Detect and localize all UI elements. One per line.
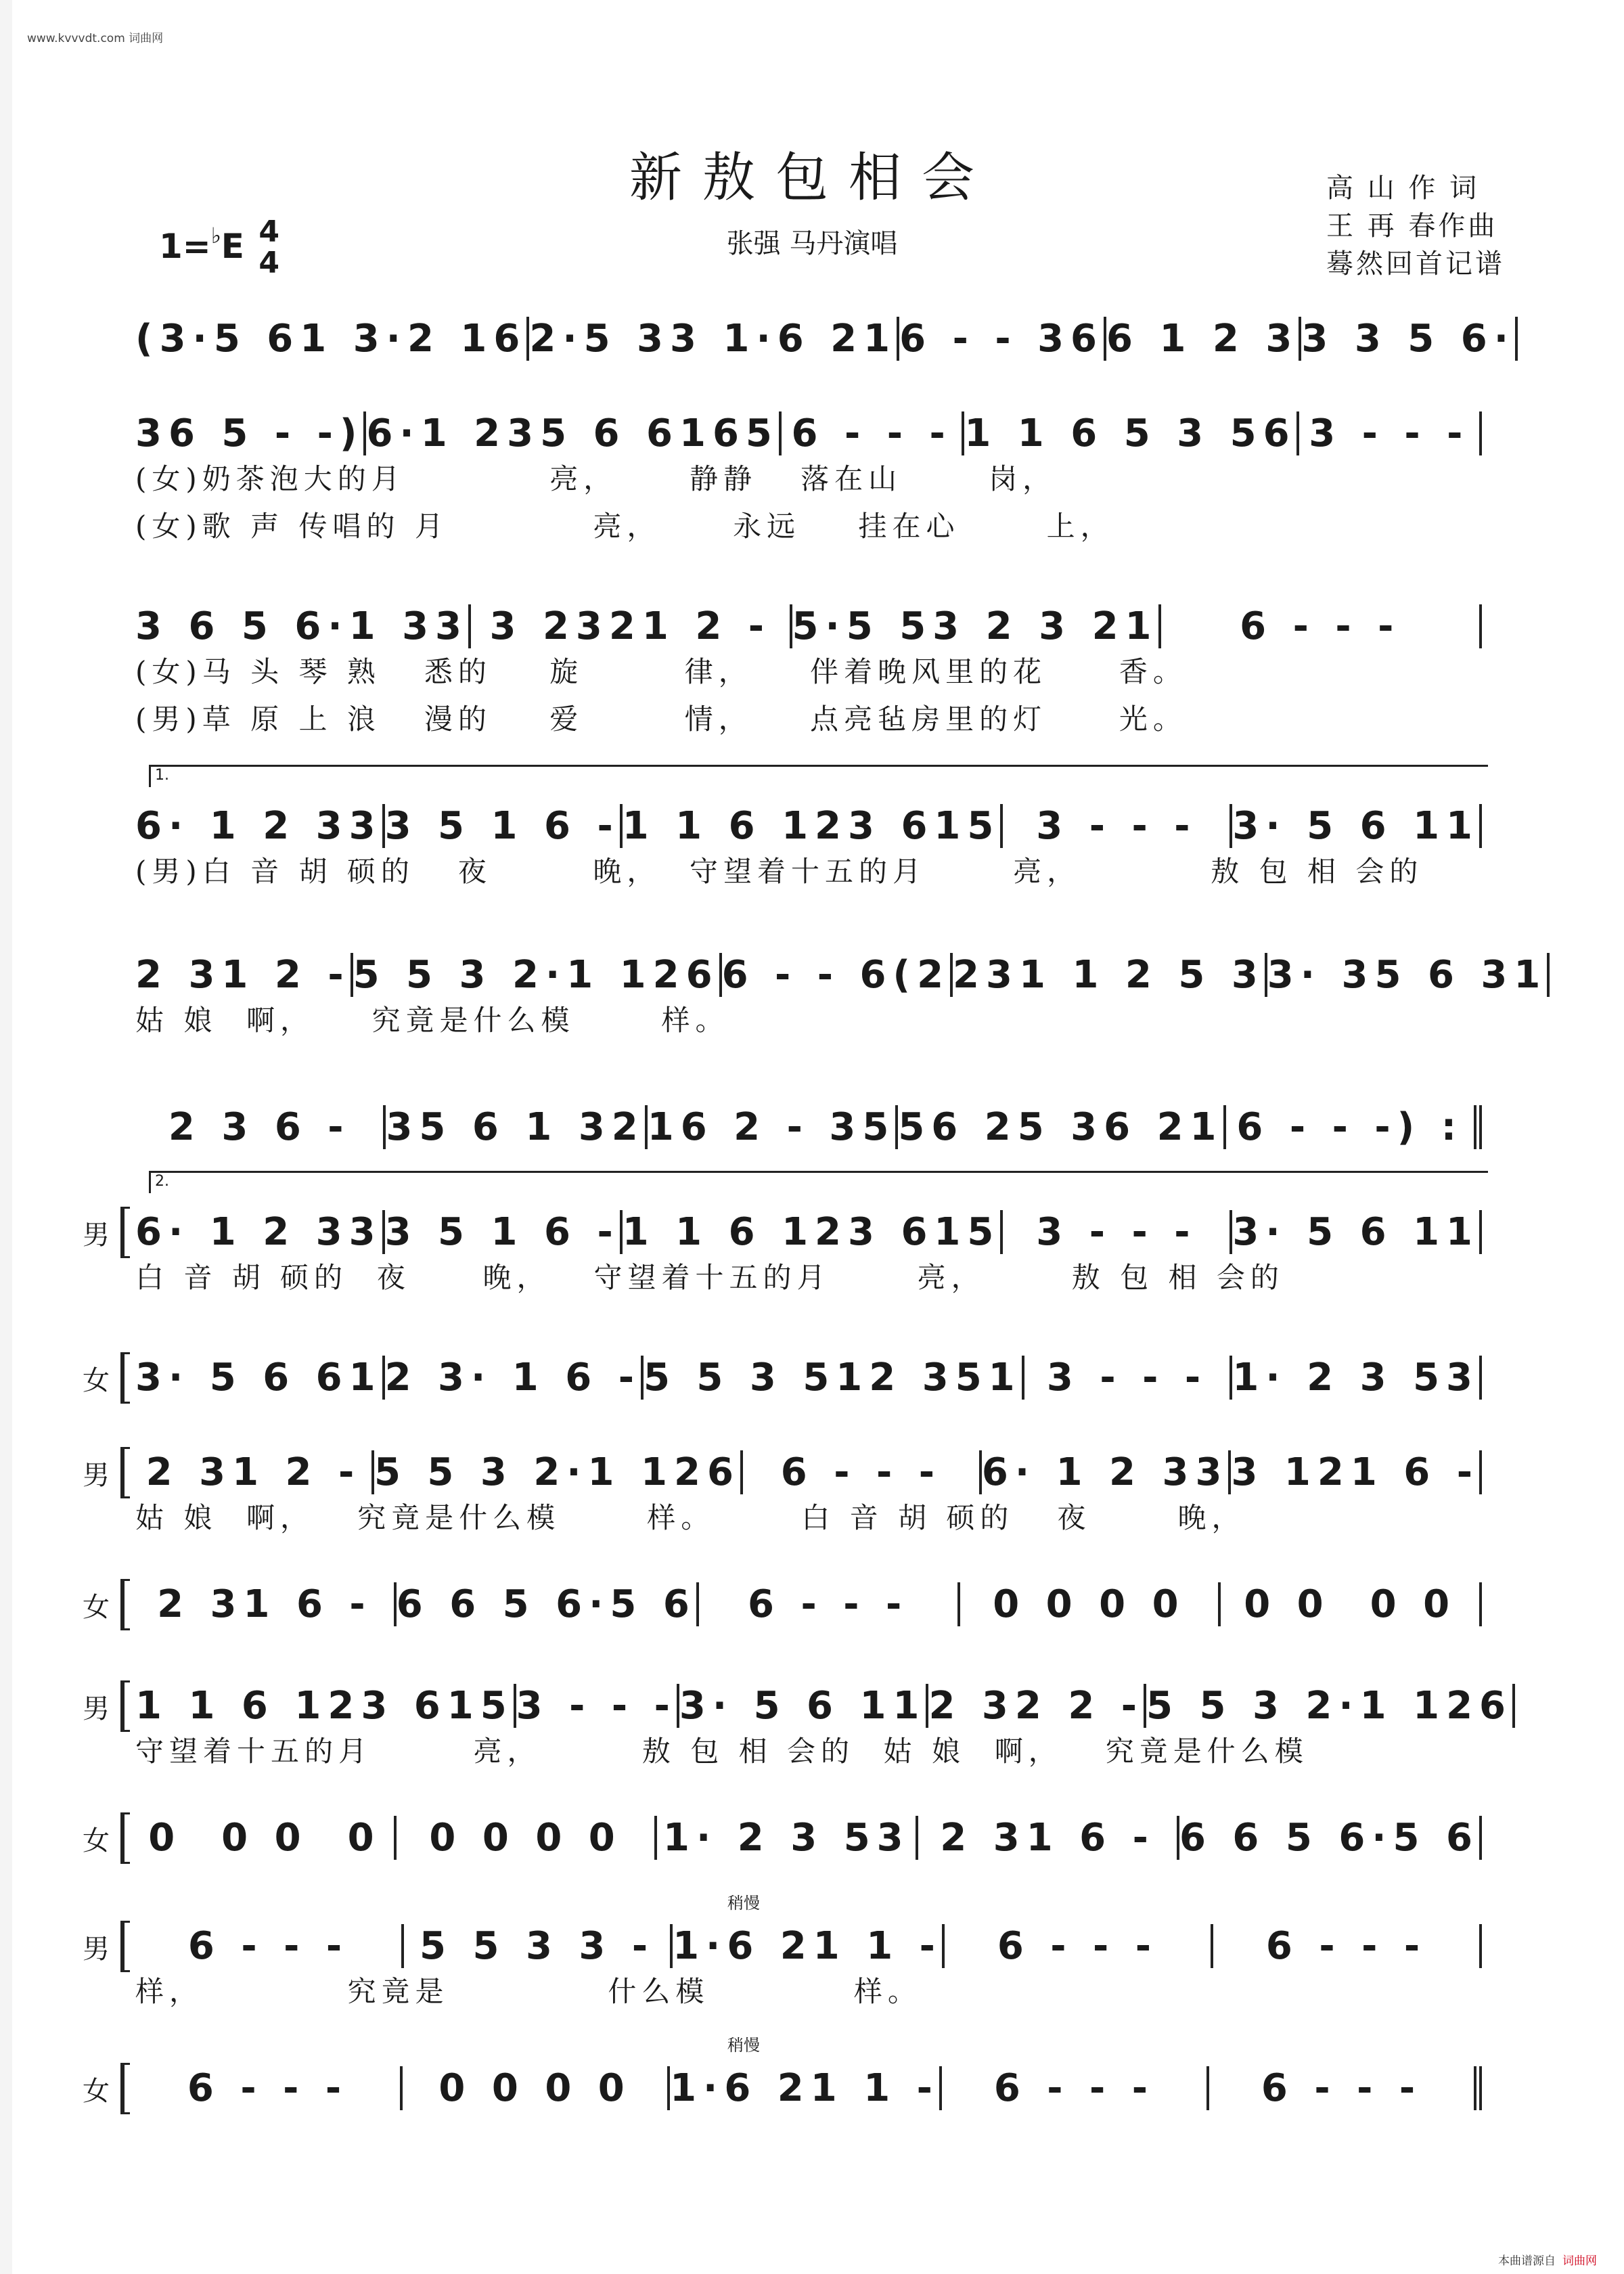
measure: 1 1 6 5 3 56 bbox=[962, 411, 1296, 455]
measure: 2 3· 1 6 - bbox=[382, 1356, 641, 1400]
measure: 6·1 235 6 6165 bbox=[363, 411, 778, 455]
measure: 3 5 1 6 - bbox=[382, 804, 620, 848]
measure: 6 - - - bbox=[187, 2066, 348, 2110]
measure: 6 - - - bbox=[942, 1924, 1211, 1968]
flat-sign: ♭ bbox=[210, 223, 221, 248]
measure: 3· 5 6 11 bbox=[1230, 804, 1482, 848]
measure: 6 - - 6(2 bbox=[719, 953, 950, 997]
measure: 2·5 33 1·6 21 bbox=[526, 317, 897, 361]
measure: 6 - - - bbox=[696, 1582, 957, 1626]
notes-line bbox=[135, 596, 1482, 656]
notes-line bbox=[135, 2057, 1482, 2118]
lyric-line: 姑 娘 啊， 究竟是什么模 样。 bbox=[135, 1004, 729, 1037]
system-brace bbox=[120, 1680, 130, 1732]
measure: 1 1 6 123 615 bbox=[135, 1683, 514, 1728]
measure: 0 0 0 0 bbox=[394, 1816, 655, 1860]
part-label: 女 bbox=[83, 1592, 110, 1623]
measure: 6 - - 36 bbox=[897, 317, 1104, 361]
notes-line bbox=[135, 403, 1482, 464]
part-label: 男 bbox=[83, 1460, 110, 1491]
left-side-strip bbox=[0, 0, 12, 2274]
notes-line bbox=[135, 1574, 1482, 1634]
notes-line bbox=[135, 1915, 1482, 1976]
measure: 3 - - - bbox=[1000, 1210, 1230, 1254]
measure: 5 5 3 2·1 126 bbox=[371, 1450, 740, 1494]
measure: 3 - - - bbox=[1296, 411, 1482, 455]
lyricist-credit: 高 山 作 词 bbox=[1326, 173, 1480, 204]
measure: 231 1 2 5 3 bbox=[950, 953, 1265, 997]
measure: 0 0 0 0 bbox=[148, 1815, 381, 1860]
part-label: 女 bbox=[83, 1825, 110, 1856]
part-label: 男 bbox=[83, 1220, 110, 1251]
measure: 6 - - -) : bbox=[1223, 1105, 1482, 1149]
measure: 1 1 6 123 615 bbox=[620, 804, 1001, 848]
system-brace bbox=[120, 1207, 130, 1258]
system-brace bbox=[120, 2063, 130, 2114]
lyric-line: (男)草 原 上 浪 漫的 爱 情， 点亮毡房里的灯 光。 bbox=[135, 703, 1187, 736]
tempo-marking: 稍慢 bbox=[727, 1894, 760, 1913]
notes-line bbox=[135, 1096, 1482, 1157]
measure: 2 31 6 - bbox=[916, 1816, 1177, 1860]
measure: 6 - - - bbox=[1158, 604, 1483, 648]
notes-line bbox=[135, 944, 1548, 1005]
measure: 56 25 36 21 bbox=[895, 1105, 1223, 1149]
lyric-line: 白 音 胡 硕的 夜 晚， 守望着十五的月 亮， 敖 包 相 会的 bbox=[135, 1261, 1284, 1294]
lyric-line: (女)歌 声 传唱的 月 亮， 永远 挂在心 上， bbox=[135, 510, 1114, 543]
measure: 5 5 3 2·1 126 bbox=[1144, 1684, 1515, 1728]
measure: 5 5 3 512 351 bbox=[641, 1356, 1022, 1400]
lyric-line: 样， 究竟是 什么模 样。 bbox=[135, 1975, 922, 2008]
credits-block bbox=[1326, 169, 1505, 283]
lyric-line: 姑 娘 啊， 究竟是什么模 样。 白 音 胡 硕的 夜 晚， bbox=[135, 1501, 1246, 1534]
measure: 0 0 0 0 bbox=[957, 1582, 1219, 1626]
measure: 3· 5 6 11 bbox=[1230, 1210, 1482, 1254]
measure: 35 6 1 32 bbox=[383, 1105, 644, 1149]
transcriber-credit: 蓦然回首记谱 bbox=[1326, 248, 1505, 280]
measure: 2 3 6 - bbox=[168, 1105, 351, 1149]
lyric-line: (女)奶茶泡大的月 亮， 静静 落在山 岗， bbox=[135, 462, 1057, 495]
measure: 3 5 1 6 - bbox=[382, 1210, 620, 1254]
song-title: 新敖包相会 bbox=[629, 148, 995, 208]
time-bottom: 4 bbox=[258, 246, 279, 280]
measure: 2 32 2 - bbox=[926, 1684, 1144, 1728]
measure: 1· 2 3 53 bbox=[654, 1816, 916, 1860]
notes-line bbox=[135, 308, 1515, 369]
measure: 6 6 5 6·5 6 bbox=[394, 1582, 696, 1626]
part-label: 男 bbox=[83, 1693, 110, 1724]
measure: 6 - - - bbox=[779, 411, 962, 455]
site-brand: 词曲网 bbox=[1562, 2254, 1597, 2268]
measure: 6 - - - bbox=[1206, 2066, 1482, 2110]
measure: (3·5 61 3·2 16 bbox=[135, 316, 527, 361]
site-watermark-top: www.kvvvdt.com 词曲网 bbox=[27, 32, 164, 45]
measure: 3 2321 2 - bbox=[468, 604, 790, 648]
measure: 6· 1 2 33 bbox=[135, 803, 382, 848]
source-text: 本曲谱源自 bbox=[1498, 2254, 1556, 2268]
measure: 3 - - - bbox=[514, 1684, 677, 1728]
notes-line bbox=[135, 1201, 1482, 1262]
measure: 1·6 21 1 - bbox=[670, 1924, 942, 1968]
measure: 6· 1 2 33 bbox=[135, 1209, 382, 1254]
measure: 3 6 5 6·1 33 bbox=[135, 604, 469, 648]
measure: 6· 1 2 33 bbox=[979, 1450, 1229, 1494]
notes-line bbox=[135, 1347, 1482, 1408]
part-label: 女 bbox=[83, 1365, 110, 1396]
system-brace bbox=[120, 1352, 130, 1404]
measure: 1·6 21 1 - bbox=[667, 2066, 939, 2110]
measure: 5 5 3 2·1 126 bbox=[351, 953, 719, 997]
key-letter: E bbox=[221, 227, 244, 266]
measure: 1· 2 3 53 bbox=[1230, 1356, 1482, 1400]
measure: 2 31 2 - bbox=[145, 1450, 361, 1494]
measure: 16 2 - 35 bbox=[645, 1105, 896, 1149]
lyric-line: 守望着十五的月 亮， 敖 包 相 会的 姑 娘 啊， 究竟是什么模 bbox=[135, 1735, 1309, 1768]
measure: 6 1 2 3 bbox=[1104, 317, 1299, 361]
measure: 3· 35 6 31 bbox=[1265, 953, 1550, 997]
measure: 3 - - - bbox=[1022, 1356, 1230, 1400]
measure: 3 3 5 6· bbox=[1299, 317, 1518, 361]
volta-bracket: 2. bbox=[149, 1171, 1488, 1193]
measure: 6 6 5 6·5 6 bbox=[1177, 1816, 1482, 1860]
lyric-line: (男)白 音 胡 硕的 夜 晚， 守望着十五的月 亮， 敖 包 相 会的 bbox=[135, 855, 1424, 888]
measure: 1 1 6 123 615 bbox=[620, 1210, 1001, 1254]
measure: 5·5 53 2 3 21 bbox=[790, 604, 1158, 648]
system-brace bbox=[120, 1579, 130, 1630]
tempo-marking: 稍慢 bbox=[727, 2036, 760, 2055]
notes-line bbox=[135, 1807, 1482, 1868]
composer-credit: 王 再 春作曲 bbox=[1326, 210, 1498, 242]
measure: 2 31 6 - bbox=[157, 1582, 372, 1626]
measure: 3· 5 6 61 bbox=[135, 1355, 382, 1400]
part-label: 女 bbox=[83, 2076, 110, 2107]
notes-line bbox=[135, 1675, 1513, 1736]
system-brace bbox=[120, 1921, 130, 1972]
measure: 5 5 3 3 - bbox=[401, 1924, 670, 1968]
measure: 0 0 0 0 bbox=[1218, 1582, 1482, 1626]
measure: 6 - - - bbox=[939, 2066, 1206, 2110]
lyric-line: (女)马 头 琴 熟 悉的 旋 律， 伴着晚风里的花 香。 bbox=[135, 655, 1187, 688]
site-watermark-bottom bbox=[1498, 2251, 1597, 2268]
time-top: 4 bbox=[258, 215, 279, 249]
system-brace bbox=[120, 1447, 130, 1498]
singers-line: 张强 马丹演唱 bbox=[726, 228, 898, 259]
measure: 2 31 2 - bbox=[135, 952, 351, 997]
notes-line bbox=[135, 795, 1482, 856]
measure: 3 121 6 - bbox=[1228, 1450, 1482, 1494]
measure: 3· 5 6 11 bbox=[677, 1684, 926, 1728]
measure: 0 0 0 0 bbox=[400, 2066, 667, 2110]
volta-bracket: 1. bbox=[149, 765, 1488, 787]
system-brace bbox=[120, 1812, 130, 1864]
measure: 6 - - - bbox=[740, 1450, 979, 1494]
measure: 36 5 - -) bbox=[135, 411, 364, 455]
measure: 6 - - - bbox=[187, 1923, 349, 1968]
measure: 6 - - - bbox=[1211, 1924, 1482, 1968]
notes-line bbox=[135, 1442, 1482, 1502]
measure: 3 - - - bbox=[1000, 804, 1230, 848]
part-label: 男 bbox=[83, 1934, 110, 1965]
key-prefix: 1= bbox=[159, 227, 211, 266]
